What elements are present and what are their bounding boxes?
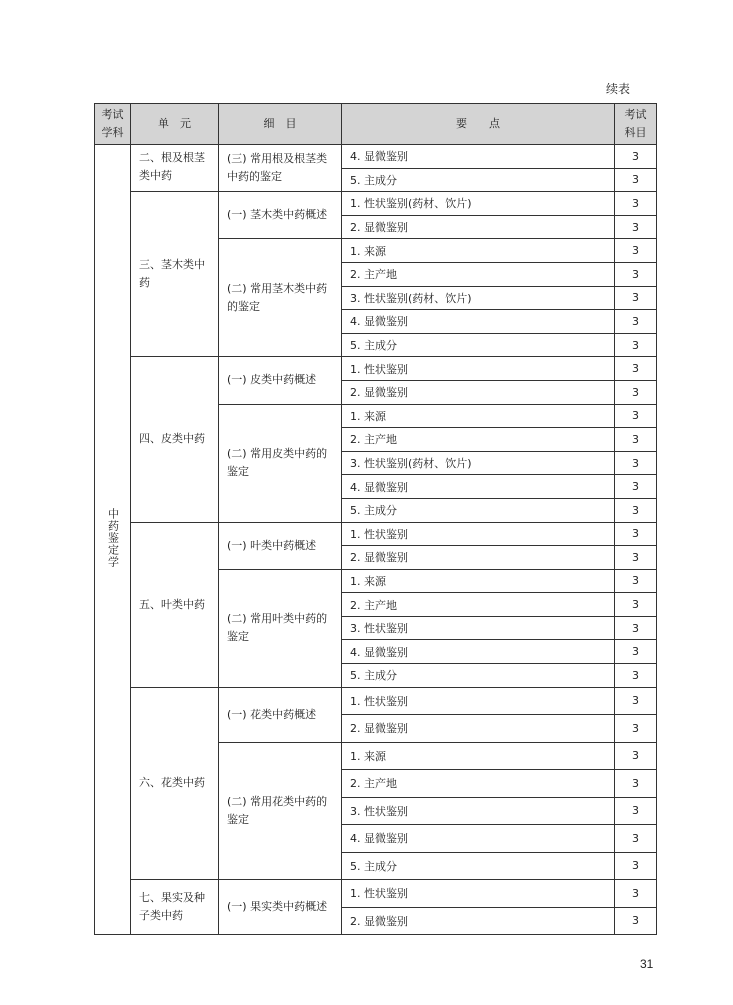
term-cell: 3 bbox=[615, 357, 657, 381]
point-cell: 1. 性状鉴别 bbox=[342, 880, 615, 908]
point-cell: 2. 显微鉴别 bbox=[342, 215, 615, 239]
header-unit: 单 元 bbox=[131, 104, 219, 145]
term-cell: 3 bbox=[615, 569, 657, 593]
subject-cell bbox=[95, 145, 131, 935]
unit-cell: 二、根及根茎类中药 bbox=[131, 145, 219, 192]
point-cell: 4. 显微鉴别 bbox=[342, 825, 615, 853]
term-cell: 3 bbox=[615, 333, 657, 357]
point-cell: 4. 显微鉴别 bbox=[342, 310, 615, 334]
point-cell: 1. 来源 bbox=[342, 239, 615, 263]
subject-label: 中药鉴定学 bbox=[106, 508, 120, 569]
point-cell: 4. 显微鉴别 bbox=[342, 475, 615, 499]
point-cell: 1. 性状鉴别 bbox=[342, 357, 615, 381]
unit-cell: 三、茎木类中药 bbox=[131, 192, 219, 357]
point-cell: 1. 来源 bbox=[342, 569, 615, 593]
table-row bbox=[95, 357, 657, 381]
term-cell: 3 bbox=[615, 380, 657, 404]
point-cell: 1. 性状鉴别 bbox=[342, 687, 615, 715]
table-row bbox=[95, 522, 657, 546]
point-cell: 1. 来源 bbox=[342, 404, 615, 428]
point-cell: 2. 主产地 bbox=[342, 262, 615, 286]
point-cell: 4. 显微鉴别 bbox=[342, 145, 615, 169]
term-cell: 3 bbox=[615, 286, 657, 310]
point-cell: 1. 性状鉴别 bbox=[342, 522, 615, 546]
term-cell: 3 bbox=[615, 664, 657, 688]
term-cell: 3 bbox=[615, 168, 657, 192]
point-cell: 2. 主产地 bbox=[342, 428, 615, 452]
point-cell: 2. 主产地 bbox=[342, 593, 615, 617]
term-cell: 3 bbox=[615, 907, 657, 935]
term-cell: 3 bbox=[615, 640, 657, 664]
item-cell: (二) 常用叶类中药的鉴定 bbox=[219, 569, 342, 687]
point-cell: 1. 来源 bbox=[342, 742, 615, 770]
unit-cell: 六、花类中药 bbox=[131, 687, 219, 880]
term-cell: 3 bbox=[615, 145, 657, 169]
term-cell: 3 bbox=[615, 522, 657, 546]
table-row bbox=[95, 687, 657, 715]
point-cell: 5. 主成分 bbox=[342, 168, 615, 192]
item-cell: (三) 常用根及根茎类中药的鉴定 bbox=[219, 145, 342, 192]
point-cell: 2. 主产地 bbox=[342, 770, 615, 798]
item-cell: (一) 花类中药概述 bbox=[219, 687, 342, 742]
header-item: 细 目 bbox=[219, 104, 342, 145]
term-cell: 3 bbox=[615, 770, 657, 798]
term-cell: 3 bbox=[615, 239, 657, 263]
point-cell: 5. 主成分 bbox=[342, 852, 615, 880]
unit-cell: 七、果实及种子类中药 bbox=[131, 880, 219, 935]
point-cell: 2. 显微鉴别 bbox=[342, 380, 615, 404]
term-cell: 3 bbox=[615, 825, 657, 853]
term-cell: 3 bbox=[615, 192, 657, 216]
point-cell: 5. 主成分 bbox=[342, 498, 615, 522]
term-cell: 3 bbox=[615, 451, 657, 475]
header-term: 考试 科目 bbox=[615, 104, 657, 145]
term-cell: 3 bbox=[615, 428, 657, 452]
point-cell: 4. 显微鉴别 bbox=[342, 640, 615, 664]
term-cell: 3 bbox=[615, 546, 657, 570]
term-cell: 3 bbox=[615, 498, 657, 522]
table-header-row bbox=[95, 104, 657, 145]
point-cell: 3. 性状鉴别(药材、饮片) bbox=[342, 286, 615, 310]
point-cell: 3. 性状鉴别(药材、饮片) bbox=[342, 451, 615, 475]
point-cell: 3. 性状鉴别 bbox=[342, 616, 615, 640]
point-cell: 2. 显微鉴别 bbox=[342, 907, 615, 935]
term-cell: 3 bbox=[615, 310, 657, 334]
point-cell: 5. 主成分 bbox=[342, 333, 615, 357]
point-cell: 2. 显微鉴别 bbox=[342, 715, 615, 743]
item-cell: (一) 叶类中药概述 bbox=[219, 522, 342, 569]
point-cell: 5. 主成分 bbox=[342, 664, 615, 688]
point-cell: 2. 显微鉴别 bbox=[342, 546, 615, 570]
item-cell: (一) 皮类中药概述 bbox=[219, 357, 342, 404]
term-cell: 3 bbox=[615, 797, 657, 825]
syllabus-table bbox=[94, 103, 657, 935]
term-cell: 3 bbox=[615, 687, 657, 715]
item-cell: (一) 茎木类中药概述 bbox=[219, 192, 342, 239]
item-cell: (一) 果实类中药概述 bbox=[219, 880, 342, 935]
term-cell: 3 bbox=[615, 852, 657, 880]
term-cell: 3 bbox=[615, 262, 657, 286]
point-cell: 1. 性状鉴别(药材、饮片) bbox=[342, 192, 615, 216]
term-cell: 3 bbox=[615, 593, 657, 617]
term-cell: 3 bbox=[615, 880, 657, 908]
term-cell: 3 bbox=[615, 404, 657, 428]
table-row bbox=[95, 880, 657, 908]
term-cell: 3 bbox=[615, 616, 657, 640]
header-point: 要 点 bbox=[342, 104, 615, 145]
term-cell: 3 bbox=[615, 742, 657, 770]
page-number: 31 bbox=[640, 957, 654, 971]
unit-cell: 五、叶类中药 bbox=[131, 522, 219, 687]
item-cell: (二) 常用皮类中药的鉴定 bbox=[219, 404, 342, 522]
point-cell: 3. 性状鉴别 bbox=[342, 797, 615, 825]
unit-cell: 四、皮类中药 bbox=[131, 357, 219, 522]
item-cell: (二) 常用花类中药的鉴定 bbox=[219, 742, 342, 880]
table-body bbox=[95, 145, 657, 935]
table-row bbox=[95, 145, 657, 169]
header-subject: 考试 学科 bbox=[95, 104, 131, 145]
term-cell: 3 bbox=[615, 715, 657, 743]
table-row bbox=[95, 192, 657, 216]
term-cell: 3 bbox=[615, 475, 657, 499]
term-cell: 3 bbox=[615, 215, 657, 239]
item-cell: (二) 常用茎木类中药的鉴定 bbox=[219, 239, 342, 357]
continued-label: 续表 bbox=[606, 82, 631, 96]
